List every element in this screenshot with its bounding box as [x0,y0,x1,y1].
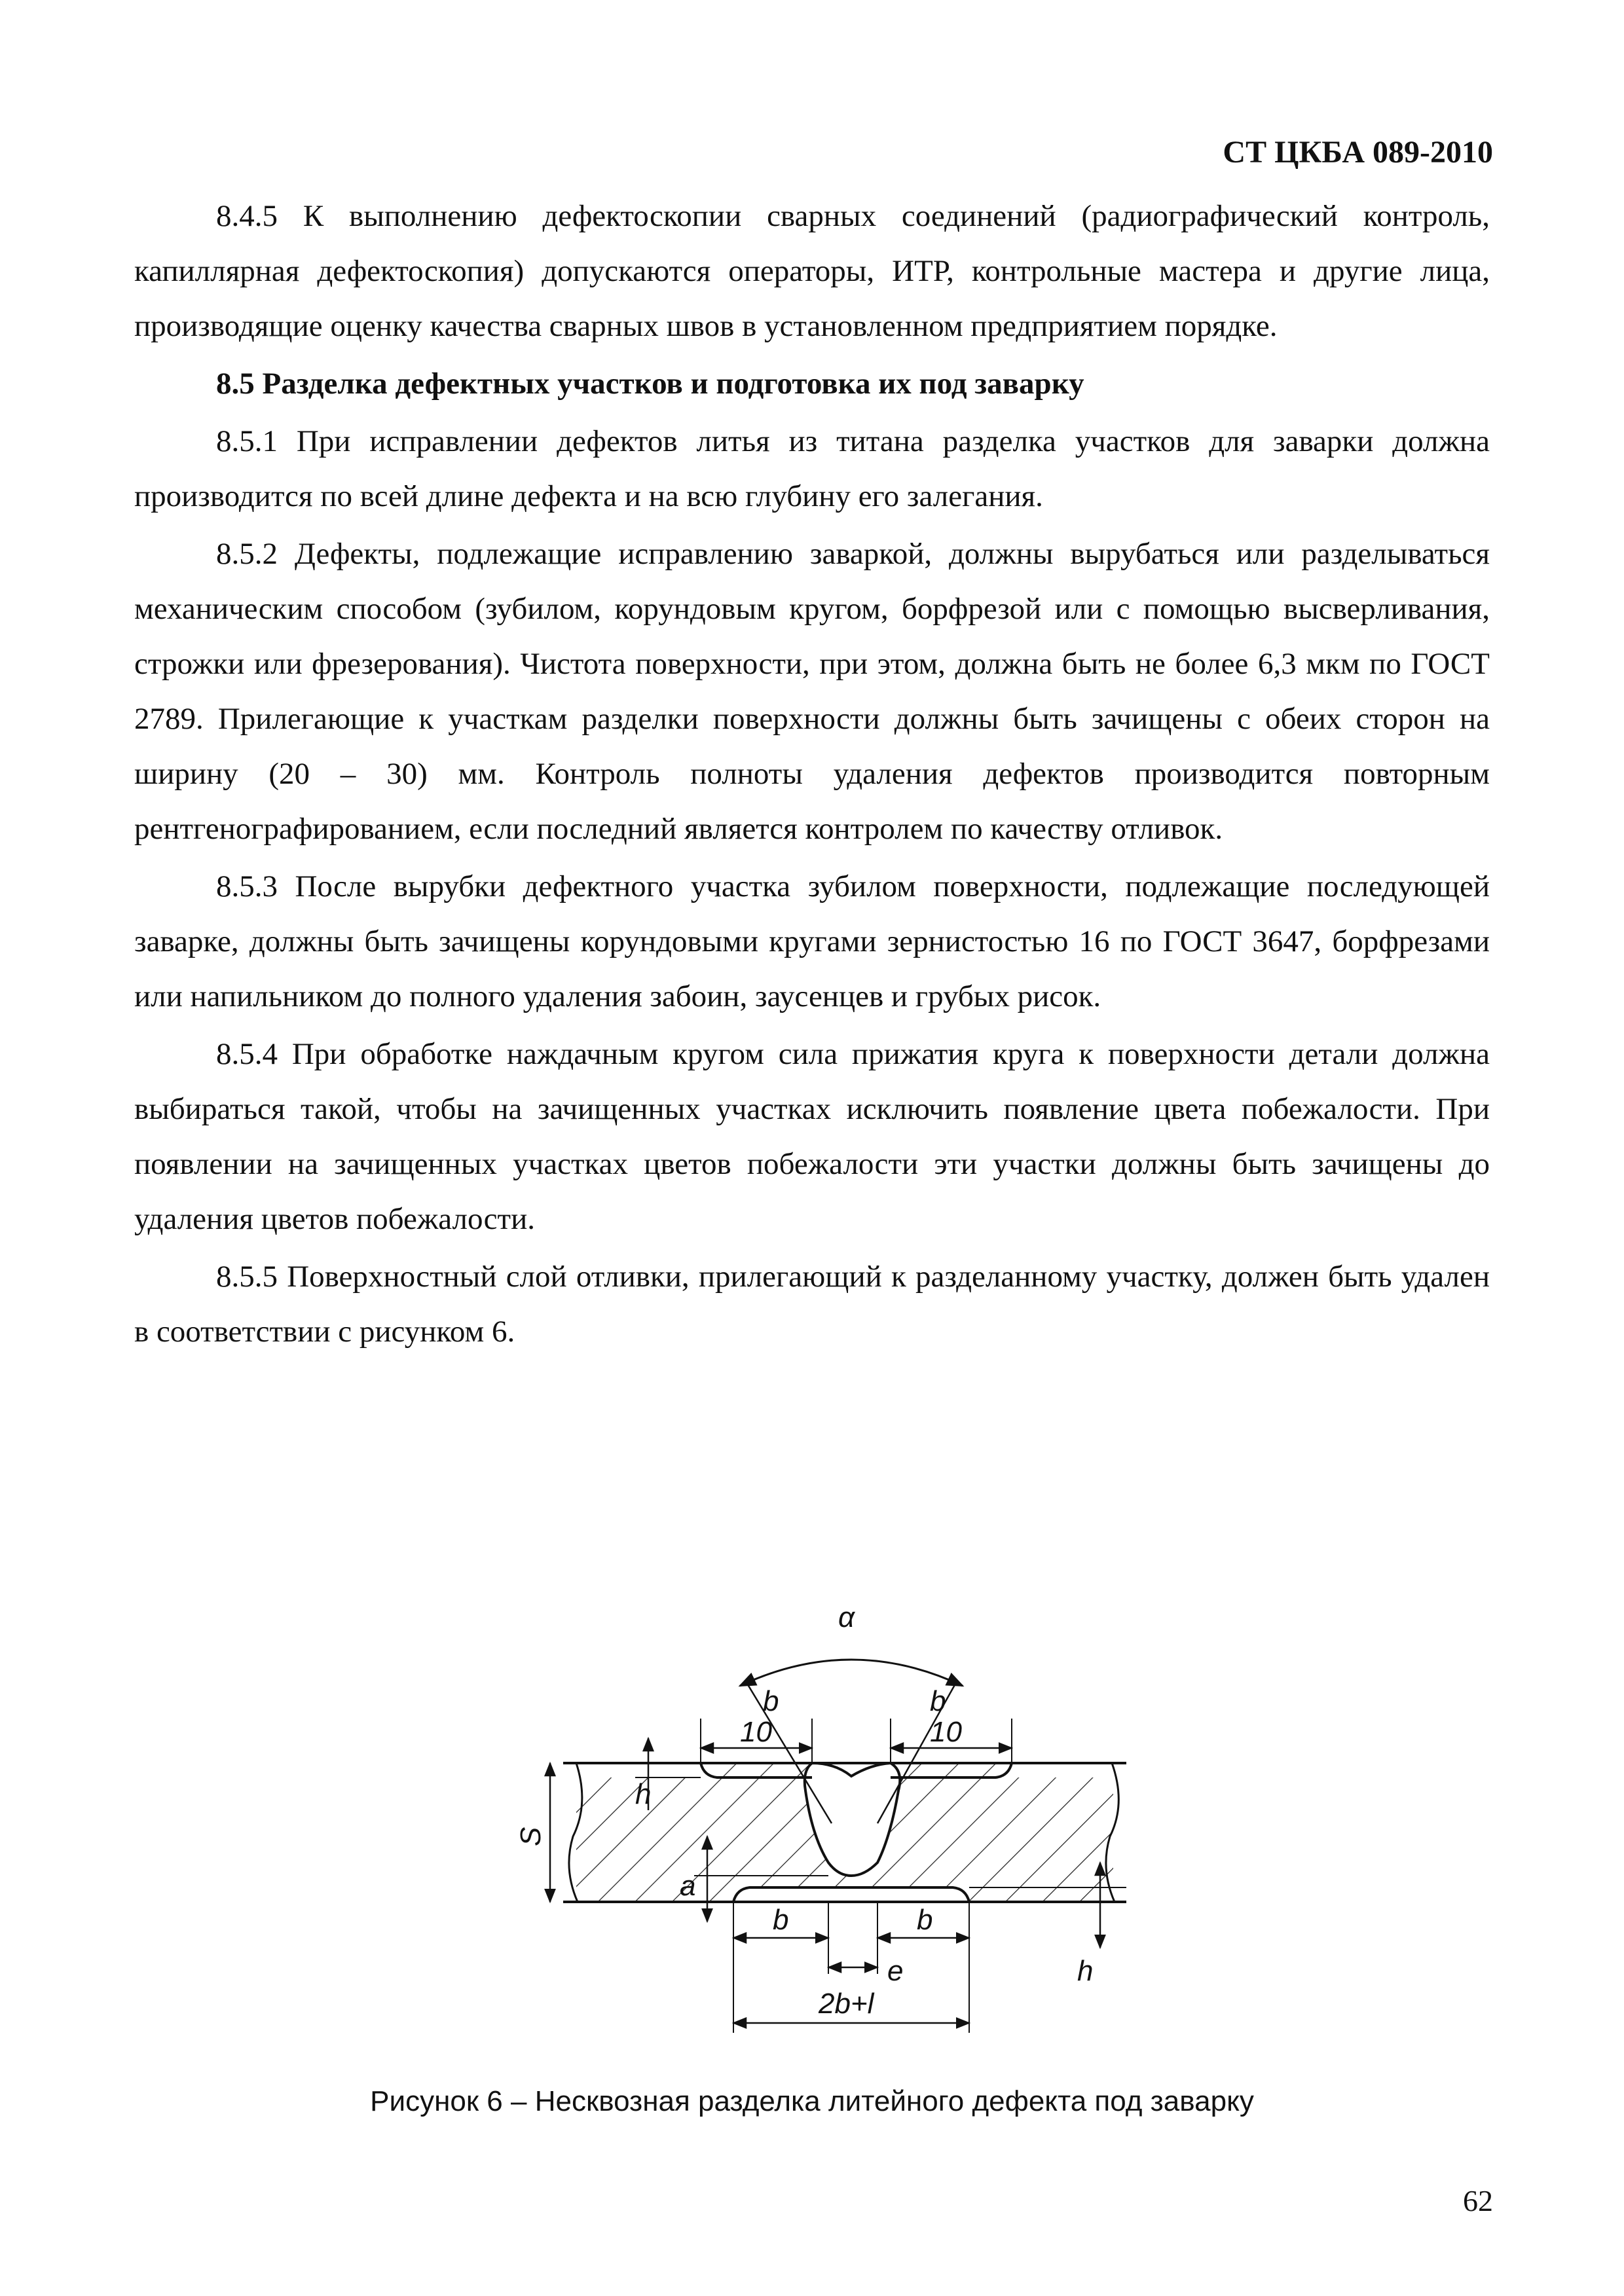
section-heading-8-5: 8.5 Разделка дефектных участков и подготовка их под заварку [216,367,1084,401]
e-label: e [887,1955,904,1987]
dim-10-left-label: 10 [740,1716,772,1748]
s-label: S [515,1827,547,1846]
h-right-label: h [1077,1955,1094,1987]
dim-2b-l-label: 2b+l [819,1988,874,2020]
b-bottom-right-label: b [917,1904,933,1936]
paragraph-8-5-4: 8.5.4 При обработке наждачным кругом сила прижатия круга к поверхности детали должна выбираться такой, чтобы на зачищенных участках исключить появление цвета побежалости. При появлении на зачищенных участках цветов побежалости эти участки должны быть зачищены до удаления цветов побежалости. [134,1037,1490,1236]
a-label: a [680,1870,696,1902]
paragraph-8-5-1: 8.5.1 При исправлении дефектов литья из титана разделка участков для заварки должна производится по всей длине дефекта и на всю глубину его залегания. [134,424,1490,513]
paragraph-8-4-5: 8.4.5 К выполнению дефектоскопии сварных соединений (радиографический контроль, капиллярная дефектоскопия) допускаются операторы, ИТР, контрольные мастера и другие лица, производящие оценку качества сварных швов в установленном предприятием порядке. [134,199,1490,343]
paragraph-8-5-5: 8.5.5 Поверхностный слой отливки, прилегающий к разделанному участку, должен быть удален в соответствии с рисунком 6. [134,1260,1490,1349]
alpha-angle-arc [740,1660,963,1686]
defect-groove-drawing [515,1555,1166,2072]
dim-10-right-label: 10 [930,1716,962,1748]
h-left-label: h [635,1778,652,1810]
b-bottom-left-label: b [773,1904,789,1936]
paragraph-8-5-2: 8.5.2 Дефекты, подлежащие исправлению заваркой, должны вырубаться или разделываться механическим способом (зубилом, корундовым кругом, борфрезой или с помощью высверливания, строжки или фрезерования). Чистота поверхности, при этом, должна быть не более 6,3 мкм по ГОСТ 2789. Прилегающие к участкам разделки поверхности должны быть зачищены с обеих сторон на ширину (20 – 30) мм. Контроль полноты удаления дефектов производится повторным рентгенографированием, если последний является контролем по качеству отливок. [134,537,1490,846]
bottom-recess [733,1887,969,1902]
paragraph-8-5-3: 8.5.3 После вырубки дефектного участка зубилом поверхности, подлежащие последующей заварке, должны быть зачищены корундовыми кругами зернистостью 16 по ГОСТ 3647, борфрезами или напильником до полного удаления забоин, заусенцев и грубых рисок. [134,869,1490,1013]
figure-6-defect-groove [515,1555,1166,2072]
body-text [134,189,1490,1362]
figure-caption: Рисунок 6 – Несквозная разделка литейного дефекта под заварку [370,2085,1254,2117]
document-code: СТ ЦКБА 089-2010 [1223,135,1493,170]
b-top-right-label: b [930,1685,946,1717]
page-number: 62 [1463,2184,1493,2217]
b-top-left-label: b [763,1685,779,1717]
alpha-label: α [838,1601,855,1633]
